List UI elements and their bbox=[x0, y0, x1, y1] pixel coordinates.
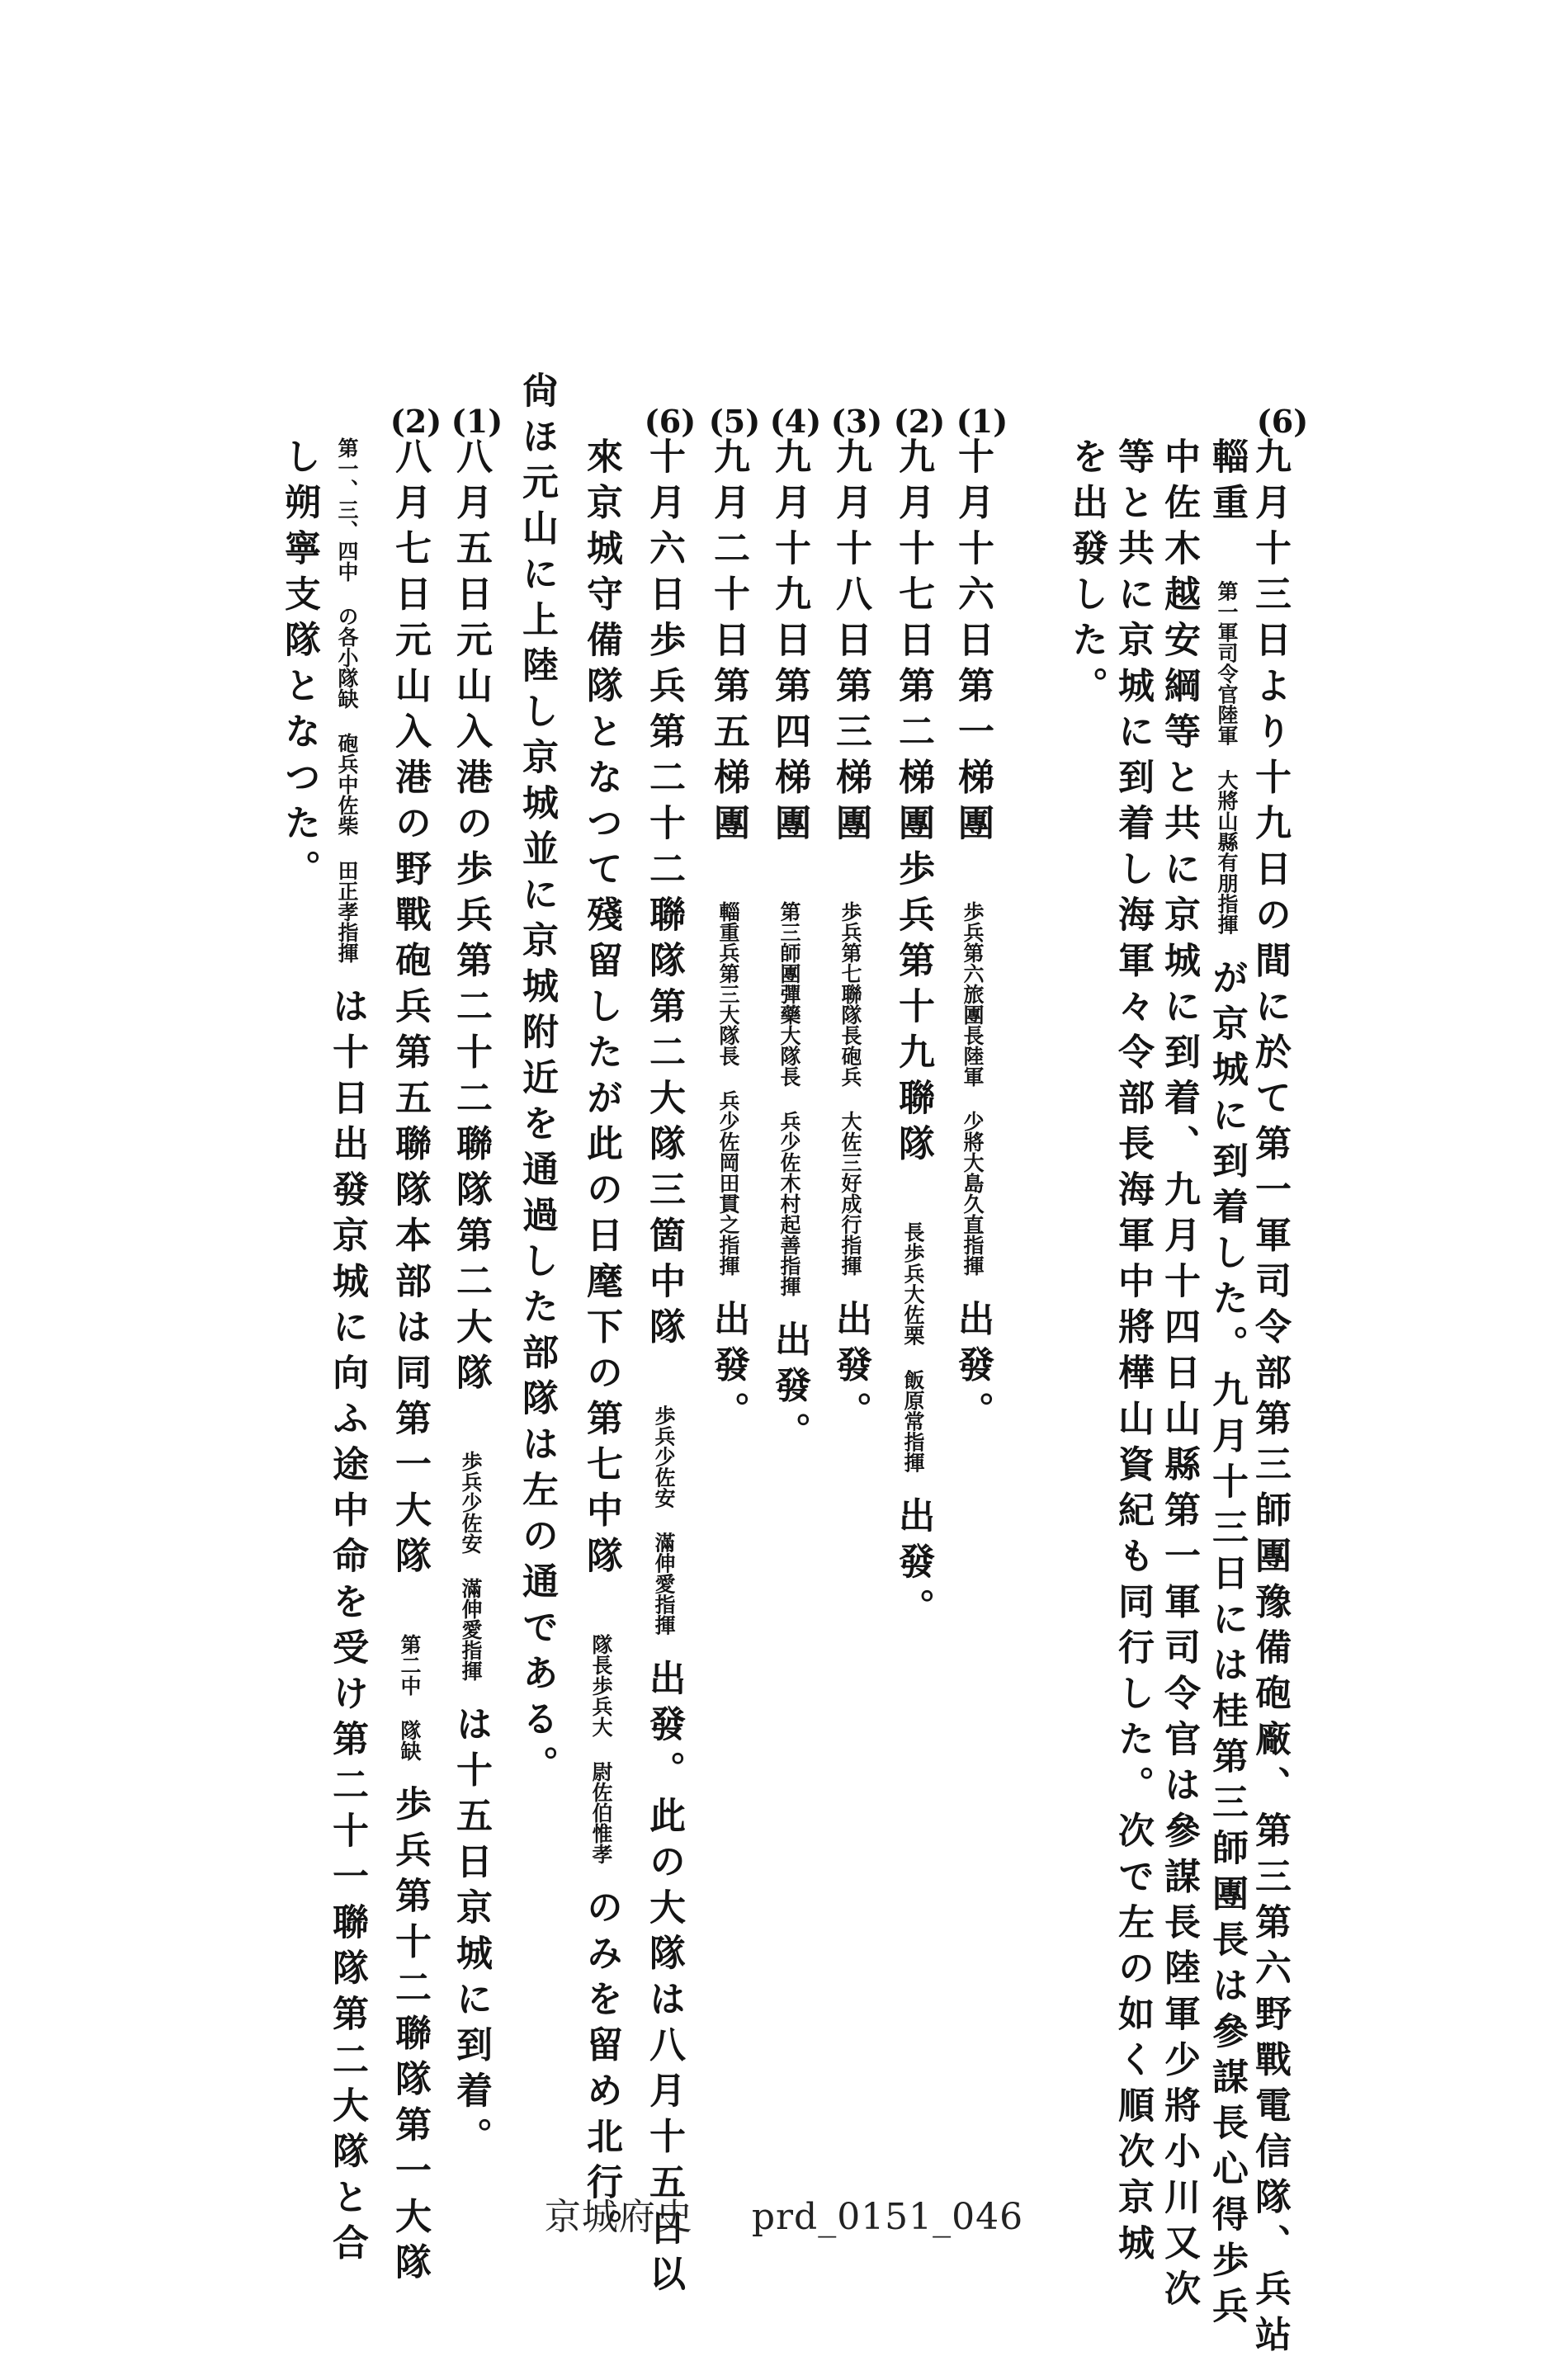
warigaki-line: 飯原常指揮 bbox=[901, 1369, 925, 1473]
item-marker: (1) bbox=[956, 403, 1008, 440]
text-column bbox=[1157, 437, 1200, 2316]
text-column bbox=[706, 437, 749, 1438]
warigaki-line: 少將大島久直指揮 bbox=[961, 1111, 985, 1276]
column-text: 十月六日歩兵第二十二聯隊第二大隊三箇中隊 bbox=[643, 437, 685, 1353]
column-text: のみを留め北行。 bbox=[580, 1888, 622, 2255]
warigaki-line: 第二中 bbox=[398, 1634, 422, 1696]
warigaki-line: 歩兵第七聯隊長砲兵 bbox=[838, 901, 862, 1087]
text-column bbox=[277, 437, 320, 895]
column-text: は十日出發京城に向ふ途中命を受け第二十一聯隊第二大隊と合 bbox=[326, 987, 368, 2269]
page-footer bbox=[0, 2187, 1568, 2240]
warigaki-line: 歩兵少佐安 bbox=[652, 1405, 676, 1509]
column-text: 中佐木越安綱等と共に京城に到着、九月十四日山縣第一軍司令官は參謀長陸軍少將小川又次 bbox=[1158, 437, 1200, 2316]
column-text: 等と共に京城に到着し海軍々令部長海軍中將樺山資紀も同行した。次で左の如く順次京城 bbox=[1112, 437, 1154, 2269]
column-text: 出發。 bbox=[829, 1300, 871, 1438]
warigaki-line: 長歩兵大佐栗 bbox=[901, 1221, 925, 1346]
column-text: 出發。 bbox=[952, 1300, 994, 1438]
text-column bbox=[388, 437, 431, 2289]
text-column bbox=[515, 371, 558, 1792]
warigaki-line: 第一、三、四中 bbox=[335, 437, 359, 582]
warigaki-line: 大佐三好成行指揮 bbox=[838, 1111, 862, 1276]
item-marker: (4) bbox=[769, 403, 822, 440]
column-text: 出發。 bbox=[892, 1496, 934, 1634]
warigaki-line: 歩兵第六旅團長陸軍 bbox=[961, 901, 985, 1087]
warigaki-line: 歩兵少佐安 bbox=[459, 1451, 483, 1554]
warigaki-note bbox=[961, 901, 985, 1300]
column-text: 九月十九日第四梯團 bbox=[768, 437, 810, 850]
column-text: 九月十七日第二梯團歩兵第十九聯隊 bbox=[892, 437, 934, 1170]
warigaki-line: 田正孝指揮 bbox=[335, 860, 359, 963]
warigaki-note bbox=[652, 1405, 676, 1660]
warigaki-line: 隊長歩兵大 bbox=[589, 1634, 613, 1737]
column-text: 輜重 bbox=[1206, 437, 1248, 529]
warigaki-note bbox=[838, 901, 862, 1300]
warigaki-note bbox=[901, 1222, 925, 1497]
text-column bbox=[891, 437, 934, 1634]
text-column bbox=[642, 437, 685, 2301]
column-text: 來京城守備隊となつて殘留したが此の日麾下の第七中隊 bbox=[580, 437, 622, 1583]
warigaki-line: 兵少佐木村起善指揮 bbox=[777, 1111, 801, 1296]
column-text: 出發。 bbox=[768, 1320, 810, 1458]
column-text: を出發した。 bbox=[1065, 437, 1108, 712]
item-marker: (6) bbox=[1256, 403, 1309, 440]
warigaki-line: の各小隊缺 bbox=[335, 606, 359, 709]
text-column bbox=[767, 437, 810, 1458]
warigaki-line: 滿伸愛指揮 bbox=[459, 1578, 483, 1681]
page-id: prd_0151_046 bbox=[751, 2196, 1024, 2238]
column-text: 尙ほ元山に上陸し京城並に京城附近を通過した部隊は左の通である。 bbox=[516, 371, 558, 1792]
book-title: 京城府史 bbox=[544, 2196, 693, 2238]
column-text: 八月五日元山入港の歩兵第二十二聯隊第二大隊 bbox=[450, 437, 492, 1400]
warigaki-note bbox=[777, 901, 801, 1320]
item-marker: (3) bbox=[830, 403, 883, 440]
warigaki-note bbox=[1215, 581, 1239, 959]
column-text: は十五日京城に到着。 bbox=[450, 1705, 492, 2163]
warigaki-line: 尉佐伯惟孝 bbox=[589, 1761, 613, 1864]
warigaki-line: 輜重兵第三大隊長 bbox=[716, 901, 740, 1066]
text-column bbox=[1205, 437, 1248, 2333]
column-text: 九月十三日より十九日の間に於て第一軍司令部第三師團豫備砲廠、第三第六野戰電信隊、兵站 bbox=[1249, 437, 1291, 2361]
warigaki-line: 第一軍司令官陸軍 bbox=[1215, 580, 1239, 746]
text-column bbox=[579, 437, 622, 2255]
item-marker: (5) bbox=[708, 403, 761, 440]
text-column bbox=[829, 437, 871, 1438]
warigaki-line: 砲兵中佐柴 bbox=[335, 733, 359, 836]
warigaki-note bbox=[335, 437, 359, 733]
warigaki-line: 兵少佐岡田貫之指揮 bbox=[716, 1090, 740, 1276]
column-text: 九月十八日第三梯團 bbox=[829, 437, 871, 850]
text-column bbox=[1065, 437, 1108, 712]
warigaki-line: 大將山縣有朋指揮 bbox=[1215, 769, 1239, 935]
column-text: し朔寧支隊となつた。 bbox=[278, 437, 320, 895]
item-marker: (2) bbox=[390, 403, 442, 440]
warigaki-line: 滿伸愛指揮 bbox=[652, 1532, 676, 1636]
item-marker: (2) bbox=[893, 403, 946, 440]
warigaki-line: 第三師團彈藥大隊長 bbox=[777, 901, 801, 1087]
column-text: が京城に到着した。九月十三日には桂第三師團長は參謀長心得歩兵 bbox=[1206, 958, 1248, 2333]
text-column bbox=[449, 437, 492, 2163]
column-text: 八月七日元山入港の野戰砲兵第五聯隊本部は同第一大隊 bbox=[389, 437, 431, 1583]
column-text: 十月十六日第一梯團 bbox=[952, 437, 994, 850]
warigaki-note bbox=[335, 733, 359, 987]
item-marker: (1) bbox=[451, 403, 503, 440]
warigaki-note bbox=[398, 1634, 422, 1785]
column-text: 出發。此の大隊は八月十五日以 bbox=[643, 1659, 685, 2301]
warigaki-note bbox=[589, 1634, 613, 1888]
text-column bbox=[951, 437, 994, 1438]
warigaki-line: 隊缺 bbox=[398, 1720, 422, 1761]
warigaki-note bbox=[716, 901, 740, 1300]
text-column bbox=[1111, 437, 1154, 2269]
column-text: 九月二十日第五梯團 bbox=[707, 437, 749, 850]
text-column bbox=[1248, 437, 1291, 2361]
text-column bbox=[325, 437, 368, 2269]
column-text: 歩兵第十二聯隊第一大隊 bbox=[389, 1785, 431, 2289]
column-text: 出發。 bbox=[707, 1300, 749, 1438]
warigaki-note bbox=[459, 1451, 483, 1705]
item-marker: (6) bbox=[644, 403, 697, 440]
